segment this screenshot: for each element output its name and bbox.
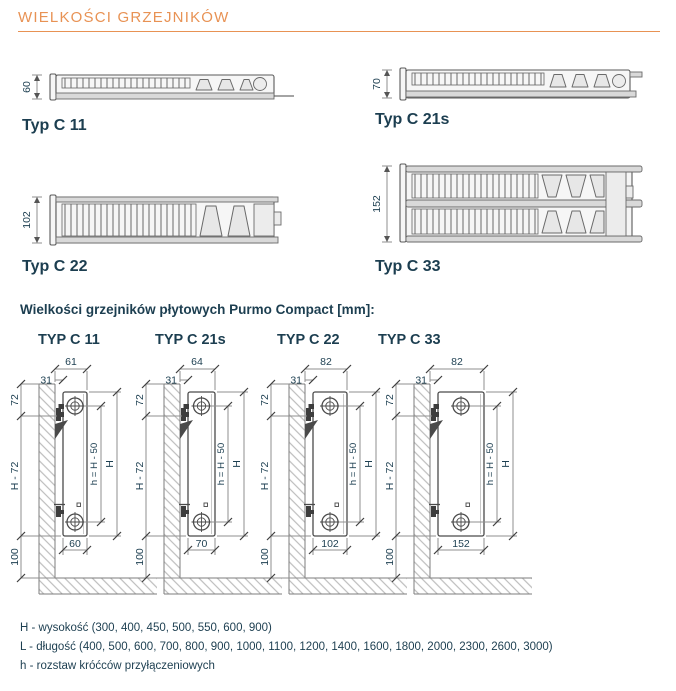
c11-water-channel-icon <box>254 78 267 91</box>
c11-depth-label: 60 <box>69 538 81 550</box>
c22-total-depth-label: 82 <box>320 356 332 368</box>
c21s-floor-gap-label: 100 <box>134 548 146 566</box>
c21s-water-channel-icon <box>613 75 626 88</box>
cross-section-c21s-drawing <box>371 60 654 110</box>
cross-section-label-c21s: Typ C 21s <box>375 111 450 128</box>
title-underline <box>18 31 660 32</box>
c33-height-dim-label: 152 <box>371 195 383 213</box>
cross-section-label-c11: Typ C 11 <box>22 117 87 134</box>
c11-floor-gap-label: 100 <box>9 548 21 566</box>
c21s-total-depth-label: 64 <box>191 356 203 368</box>
cross-section-c11-drawing <box>21 66 292 112</box>
column-header-c33: TYP C 33 <box>378 332 441 348</box>
column-header-c21s: TYP C 21s <box>155 332 226 348</box>
c11-height-label: H <box>104 460 116 468</box>
c11-top-offset-label: 72 <box>9 394 21 406</box>
page-title: WIELKOŚCI GRZEJNIKÓW <box>18 9 230 26</box>
c22-floor-gap-label: 100 <box>259 548 271 566</box>
c21s-depth-label: 70 <box>195 538 208 550</box>
c33-total-depth-label: 82 <box>451 356 463 368</box>
c22-height-dimension <box>21 197 42 243</box>
legend-connection-spacing: h - rozstaw króćców przyłączeniowych <box>20 660 215 672</box>
c11-mid-span-label: H - 72 <box>9 461 21 491</box>
c21s-height-label: H <box>231 460 243 468</box>
column-header-c11: TYP C 11 <box>38 332 100 348</box>
c22-mid-span-label: H - 72 <box>259 461 271 491</box>
c11-panel <box>50 74 294 100</box>
column-header-c22: TYP C 22 <box>277 332 340 348</box>
c21s-wall-gap-label: 31 <box>165 374 177 387</box>
side-view-c33-drawing <box>386 354 536 612</box>
c22-wall-gap-label: 31 <box>290 374 302 387</box>
c22-depth-label: 102 <box>321 538 339 550</box>
cross-section-c33-drawing <box>371 156 658 252</box>
cross-section-label-c22: Typ C 22 <box>22 258 88 275</box>
c22-conn-spacing-label: h = H - 50 <box>348 442 359 486</box>
c21s-conn-spacing-label: h = H - 50 <box>216 442 227 486</box>
c33-height-label: H <box>500 460 512 468</box>
c11-height-dimension <box>21 75 42 99</box>
c21s-panel <box>400 68 642 100</box>
c11-wall-gap-label: 31 <box>40 374 52 387</box>
c33-depth-label: 152 <box>452 538 470 550</box>
legend-length: L - długość (400, 500, 600, 700, 800, 900, 1000, 1100, 1200, 1400, 1600, 1800, 2000, 2300, 2600, 3000) <box>20 641 553 653</box>
c33-radiator-body <box>429 392 484 536</box>
c33-height-dimension <box>371 166 392 242</box>
c33-panel <box>400 164 642 242</box>
c33-floor-gap-label: 100 <box>384 548 396 566</box>
legend-height: H - wysokość (300, 400, 450, 500, 550, 600, 900) <box>20 622 272 634</box>
c21s-height-dim-label: 70 <box>371 78 383 90</box>
c22-radiator-body <box>304 392 347 536</box>
c33-wall-gap-label: 31 <box>415 374 427 387</box>
c21s-height-dimension <box>371 70 392 98</box>
c22-connection-tab-icon <box>274 212 281 225</box>
c22-height-label: H <box>363 460 375 468</box>
c21s-radiator-body <box>179 392 215 536</box>
c22-height-dim-label: 102 <box>21 211 33 229</box>
c33-connection-tab-icon <box>626 186 633 198</box>
cross-section-c22-drawing <box>21 190 292 252</box>
c11-total-depth-label: 61 <box>65 356 77 368</box>
c21s-top-offset-label: 72 <box>134 394 146 406</box>
c33-mid-span-label: H - 72 <box>384 461 396 491</box>
c22-top-offset-label: 72 <box>259 394 271 406</box>
c33-conn-spacing-label: h = H - 50 <box>485 442 496 486</box>
c11-conn-spacing-label: h = H - 50 <box>89 442 100 486</box>
c33-top-offset-label: 72 <box>384 394 396 406</box>
c11-height-dim-label: 60 <box>21 81 33 93</box>
c22-panel <box>50 195 281 245</box>
dimension-table-heading: Wielkości grzejników płytowych Purmo Compact [mm]: <box>20 302 375 317</box>
c11-radiator-body <box>54 392 87 536</box>
cross-section-label-c33: Typ C 33 <box>375 258 441 275</box>
c21s-mid-span-label: H - 72 <box>134 461 146 491</box>
